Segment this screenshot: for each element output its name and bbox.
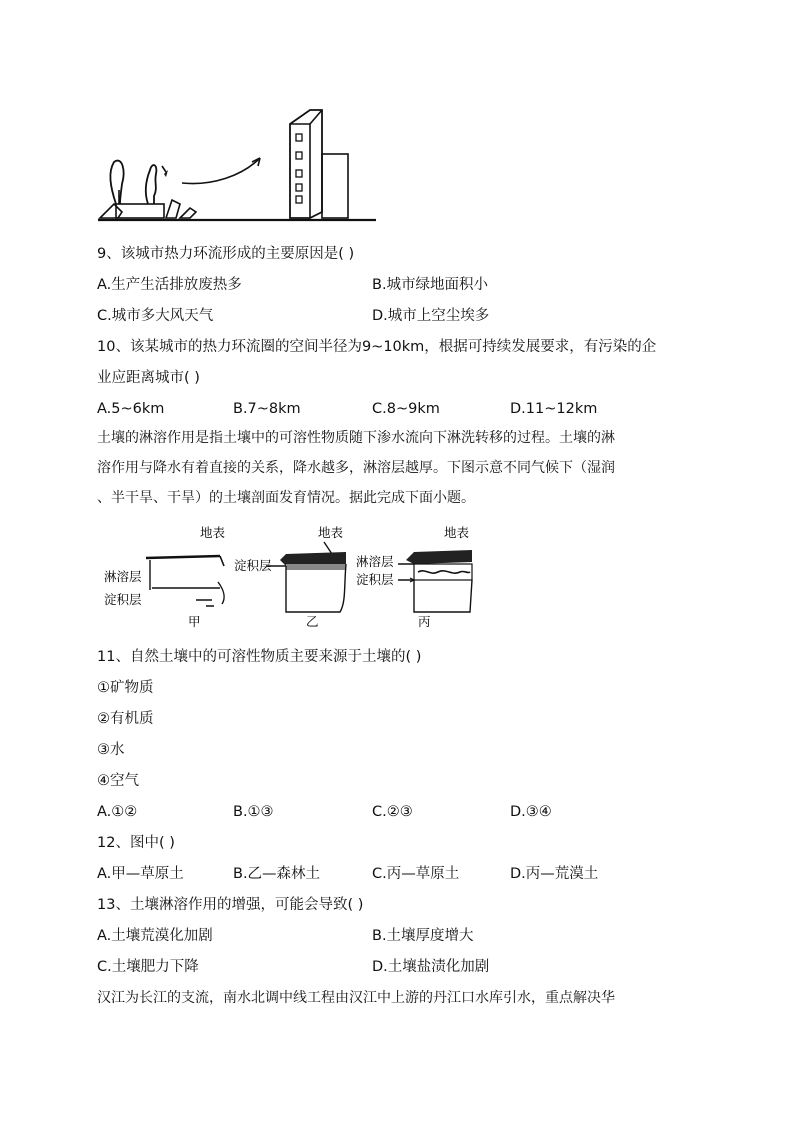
q12-option-a[interactable]: A.甲—草原土 xyxy=(97,866,184,882)
profile-a-surface-label: 地表 xyxy=(200,525,226,540)
profile-c-leach-label: 淋溶层 xyxy=(356,554,394,569)
q10-option-a[interactable]: A.5~6km xyxy=(97,401,165,417)
q12-option-c[interactable]: C.丙—草原土 xyxy=(372,866,460,882)
q11-item-1: ①矿物质 xyxy=(97,680,154,696)
q10-stem-line2: 业应距离城市( ) xyxy=(97,370,200,386)
q11-item-4: ④空气 xyxy=(97,773,139,789)
city-heat-figure xyxy=(92,100,382,225)
q9-stem: 9、该城市热力环流形成的主要原因是( ) xyxy=(97,246,355,262)
q9-option-b[interactable]: B.城市绿地面积小 xyxy=(372,277,489,293)
q11-option-b[interactable]: B.①③ xyxy=(233,804,274,820)
q11-item-3: ③水 xyxy=(97,742,125,758)
q13-option-c[interactable]: C.土壤肥力下降 xyxy=(97,959,199,975)
q11-item-2: ②有机质 xyxy=(97,711,154,727)
profile-b-name: 乙 xyxy=(306,614,319,629)
profile-b-deposit-label: 淀积层 xyxy=(234,558,272,573)
passage1-line2: 溶作用与降水有着直接的关系，降水越多，淋溶层越厚。下图示意不同气候下（湿润 xyxy=(97,460,615,476)
q10-stem-line1: 10、该某城市的热力环流圈的空间半径为9~10km，根据可持续发展要求，有污染的企 xyxy=(97,339,657,355)
profile-a-name: 甲 xyxy=(188,614,201,629)
q13-stem: 13、土壤淋溶作用的增强，可能会导致( ) xyxy=(97,897,364,913)
q10-option-b[interactable]: B.7~8km xyxy=(233,401,301,417)
q9-option-d[interactable]: D.城市上空尘埃多 xyxy=(372,308,490,324)
q13-option-d[interactable]: D.土壤盐渍化加剧 xyxy=(372,959,490,975)
passage1-line3: 、半干旱、干旱）的土壤剖面发育情况。据此完成下面小题。 xyxy=(97,490,475,506)
soil-profile-figure xyxy=(100,520,490,635)
q12-option-b[interactable]: B.乙—森林土 xyxy=(233,866,321,882)
profile-b-surface-label: 地表 xyxy=(318,525,344,540)
q12-option-d[interactable]: D.丙—荒漠土 xyxy=(510,866,599,882)
passage2-line1: 汉江为长江的支流，南水北调中线工程由汉江中上游的丹江口水库引水，重点解决华 xyxy=(97,990,615,1006)
profile-c-name: 丙 xyxy=(418,614,431,629)
profile-a-deposit-label: 淀积层 xyxy=(104,592,142,607)
profile-c-surface-label: 地表 xyxy=(444,525,470,540)
q10-option-c[interactable]: C.8~9km xyxy=(372,401,440,417)
q11-option-a[interactable]: A.①② xyxy=(97,804,138,820)
q13-option-b[interactable]: B.土壤厚度增大 xyxy=(372,928,474,944)
q11-option-d[interactable]: D.③④ xyxy=(510,804,552,820)
q12-stem: 12、图中( ) xyxy=(97,835,175,851)
q11-option-c[interactable]: C.②③ xyxy=(372,804,413,820)
profile-a-leach-label: 淋溶层 xyxy=(104,569,142,584)
q9-option-a[interactable]: A.生产生活排放废热多 xyxy=(97,277,242,293)
profile-c-deposit-label: 淀积层 xyxy=(356,572,394,587)
q10-option-d[interactable]: D.11~12km xyxy=(510,401,598,417)
q9-option-c[interactable]: C.城市多大风天气 xyxy=(97,308,214,324)
q11-stem: 11、自然土壤中的可溶性物质主要来源于土壤的( ) xyxy=(97,649,422,665)
passage1-line1: 土壤的淋溶作用是指土壤中的可溶性物质随下渗水流向下淋洗转移的过程。土壤的淋 xyxy=(97,430,615,446)
q13-option-a[interactable]: A.土壤荒漠化加剧 xyxy=(97,928,213,944)
